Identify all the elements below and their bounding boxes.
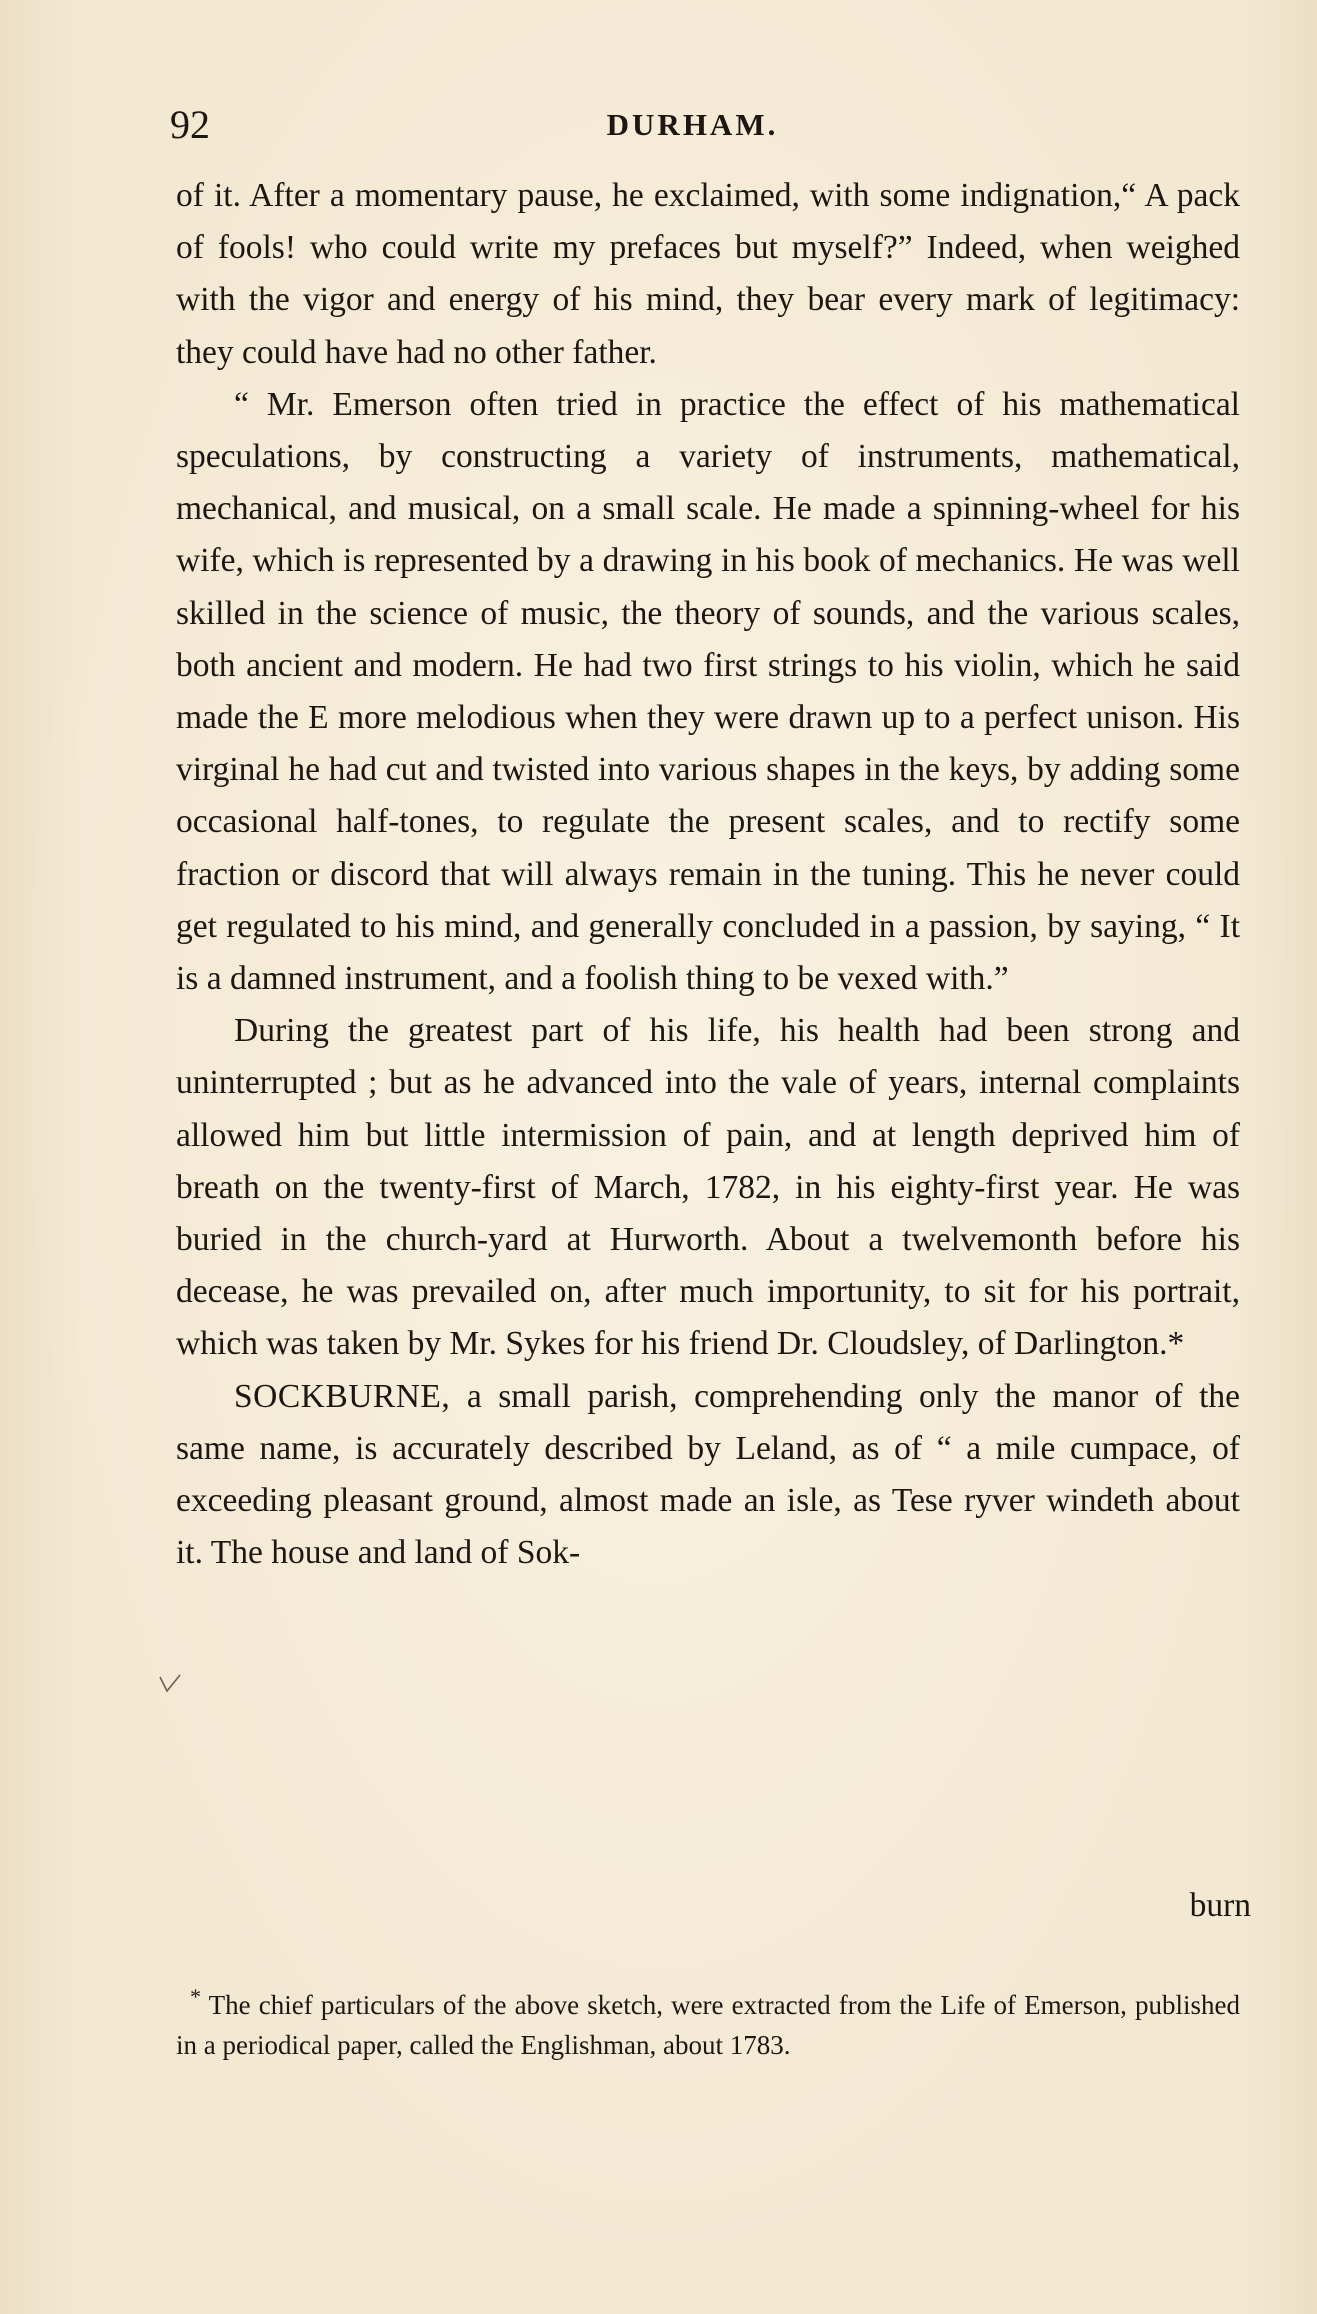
footnote-text: The chief particulars of the above sketch, were extracted from the Life of Emerson, published in a periodical paper, called the Englishman, about 1783. — [176, 1990, 1240, 2060]
check-mark-icon — [158, 1673, 182, 1695]
page-number: 92 — [170, 102, 210, 147]
catchword: burn — [1189, 1887, 1251, 1924]
paragraph-4-lead: SOCKBURNE, — [234, 1377, 451, 1415]
paragraph-2: “ Mr. Emerson often tried in practice the effect of his mathematical speculations, by constructing a variety of instruments, mathematical, mechanical, and musical, on a small scale. He made a spinning-wheel for his wife, which is represented by a drawing in his book of mechanics. He was well skilled in the science of music, the theory of sounds, and the various scales, both ancient and modern. He had two first strings to his violin, which he said made the E more melodious when they were drawn up to a perfect unison. His virginal he had cut and twisted into various shapes in the keys, by adding some occasional half-tones, to regulate the present scales, and to rectify some fraction or discord that will always remain in the tuning. This he never could get regulated to his mind, and generally concluded in a passion, by saying, “ It is a damned instrument, and a foolish thing to be vexed with.” — [176, 385, 1240, 998]
paragraph-4-text: a small parish, comprehending only the manor of the same name, is accurately described by Leland, as of “ a mile cumpace, of exceeding pleasant ground, almost made an isle, as Tese ryver windeth about it. The house and land of Sok- — [176, 1377, 1241, 1572]
footnote — [176, 1985, 1240, 2065]
paragraph-4 — [176, 1371, 1240, 1580]
paragraph-3: During the greatest part of his life, his health had been strong and uninterrupted ; but as he advanced into the vale of years, internal complaints allowed him but little intermission of pain, and at length deprived him of breath on the twenty-first of March, 1782, in his eighty-first year. He was buried in the church-yard at Hurworth. About a twelvemonth before his decease, he was prevailed on, after much importunity, to sit for his portrait, which was taken by Mr. Sykes for his friend Dr. Cloudsley, of Darlington.* — [176, 1012, 1240, 1363]
paragraph-1: of it. After a momentary pause, he exclaimed, with some indignation,“ A pack of fools! who could write my prefaces but myself?” Indeed, when weighed with the vigor and energy of his mind, they bear every mark of legitimacy: they could have had no other father. — [176, 177, 1240, 371]
footnote-marker: * — [190, 1984, 201, 2009]
running-head — [170, 100, 1215, 150]
page-header: DURHAM. — [606, 107, 779, 142]
body-text — [176, 170, 1240, 1579]
